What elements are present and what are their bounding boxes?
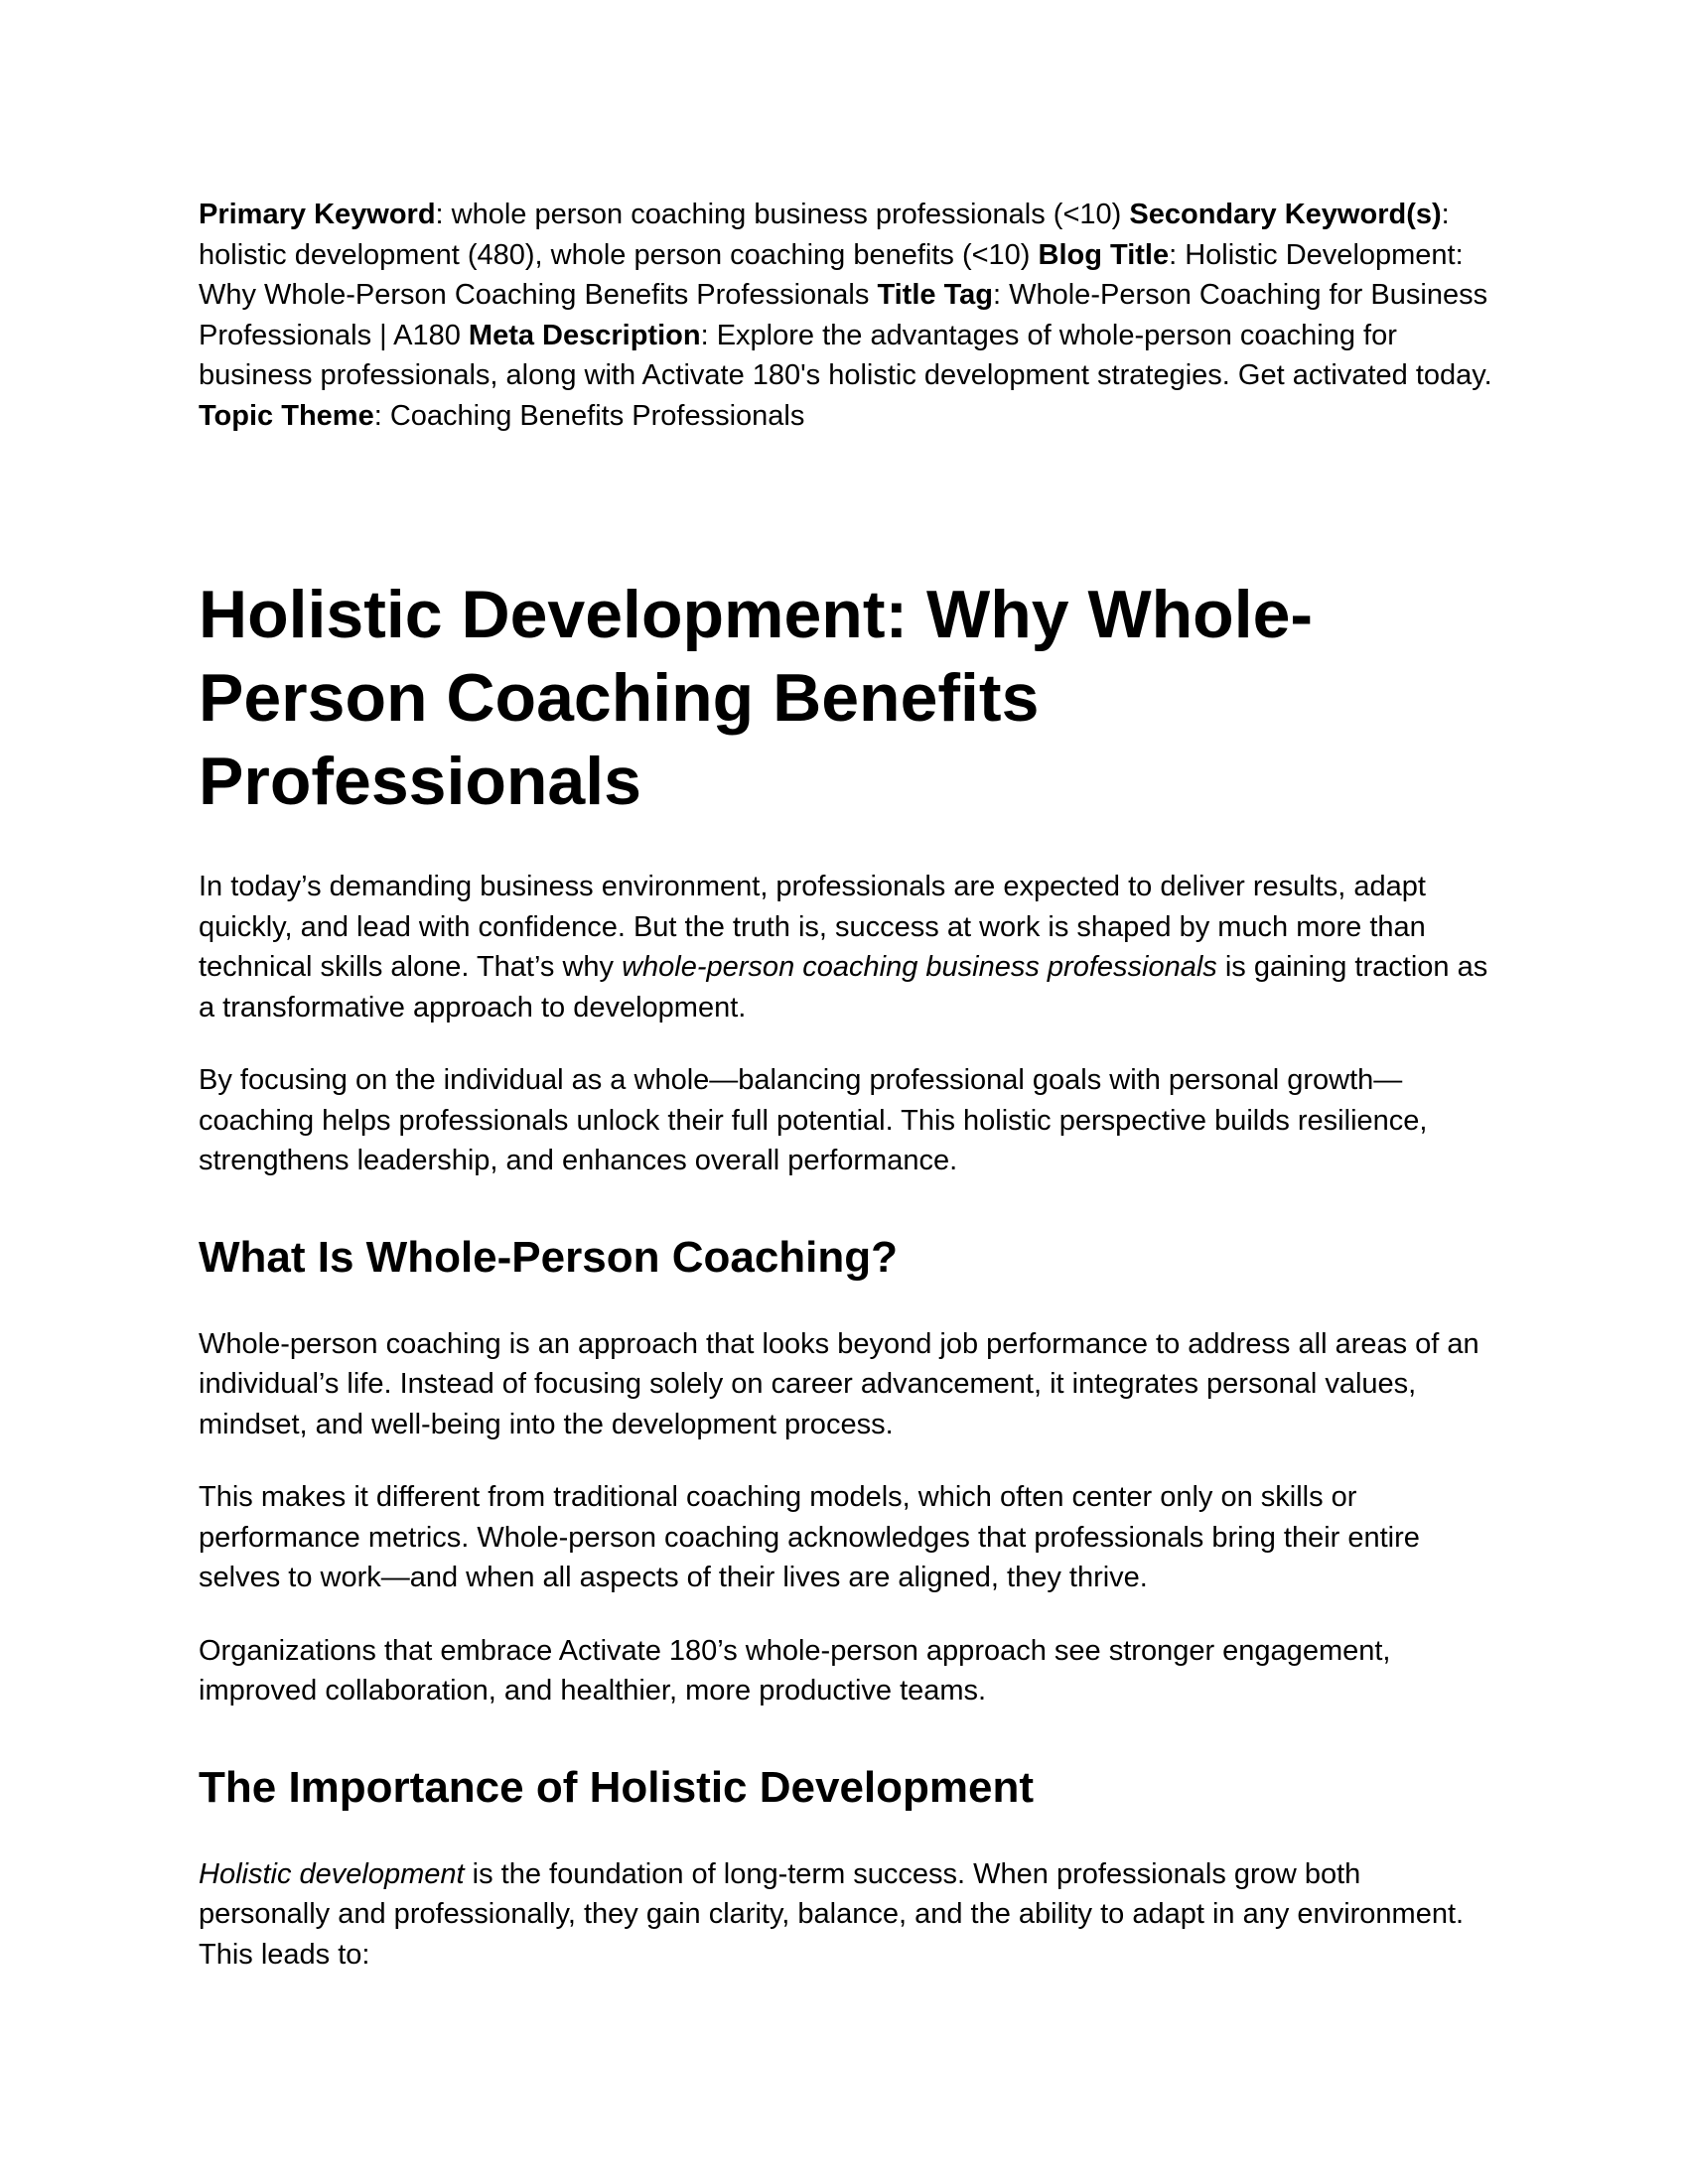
- primary-keyword-value: : whole person coaching business professionals (<10): [435, 199, 1130, 230]
- secondary-keyword-value: : holistic development (480), whole person coaching benefits (<10): [199, 199, 1450, 271]
- article-title: Holistic Development: Why Whole-Person Coaching Benefits Professionals: [199, 577, 1314, 819]
- seo-meta-block: [199, 195, 1499, 436]
- meta-description-value: : Explore the advantages of whole-person coaching for business professionals, along with Activate 180's holistic development strategies. Get activated today.: [199, 319, 1492, 391]
- meta-description-label: Meta Description: [468, 319, 701, 351]
- intro-p1-text-after: is gaining traction as a transformative approach to development.: [199, 951, 1488, 1024]
- blog-title-value: : Holistic Development: Why Whole-Person Coaching Benefits Professionals: [199, 238, 1464, 311]
- topic-theme-label: Topic Theme: [199, 399, 374, 432]
- intro-paragraph-1: [199, 867, 1499, 1027]
- title-tag-label: Title Tag: [877, 279, 993, 311]
- title-tag-value: : Whole-Person Coaching for Business Professionals | A180: [199, 279, 1488, 351]
- section2-p1-text-after: is the foundation of long-term success. When professionals grow both personally and professionally, they gain clarity, balance, and the ability to adapt in any environment. This leads to:: [199, 1857, 1465, 1971]
- intro-paragraph-2: By focusing on the individual as a whole—balancing professional goals with personal growth—coaching helps professionals unlock their full potential. This holistic perspective builds resilience, strengthens leadership, and enhances overall performance.: [199, 1064, 1428, 1176]
- intro-p1-italic-keyword: whole-person coaching business professionals: [622, 951, 1217, 983]
- section2-paragraph-1: [199, 1854, 1499, 1976]
- document-page: [199, 195, 1499, 1975]
- section-heading-holistic-development: The Importance of Holistic Development: [199, 1762, 1035, 1812]
- blog-title-label: Blog Title: [1038, 238, 1170, 271]
- section1-paragraph-2: This makes it different from traditional coaching models, which often center only on skills or performance metrics. Whole-person coaching acknowledges that professionals bring their entire selves to work—and when all aspects of their lives are aligned, they thrive.: [199, 1481, 1420, 1593]
- section-heading-whole-person-coaching: What Is Whole-Person Coaching?: [199, 1232, 899, 1282]
- section1-paragraph-1: Whole-person coaching is an approach that looks beyond job performance to address all areas of an individual’s life. Instead of focusing solely on career advancement, it integrates personal values, mindset, and well-being into the development process.: [199, 1327, 1479, 1440]
- topic-theme-value: : Coaching Benefits Professionals: [373, 399, 805, 432]
- section1-paragraph-3: Organizations that embrace Activate 180’s whole-person approach see stronger engagement, improved collaboration, and healthier, more productive teams.: [199, 1634, 1391, 1706]
- intro-p1-text-before: In today’s demanding business environment, professionals are expected to deliver results, adapt quickly, and lead with confidence. But the truth is, success at work is shaped by much more than technical skills alone. That’s why: [199, 871, 1426, 983]
- section2-p1-italic-term: Holistic development: [199, 1857, 465, 1890]
- primary-keyword-label: Primary Keyword: [199, 199, 436, 230]
- secondary-keyword-label: Secondary Keyword(s): [1129, 199, 1442, 230]
